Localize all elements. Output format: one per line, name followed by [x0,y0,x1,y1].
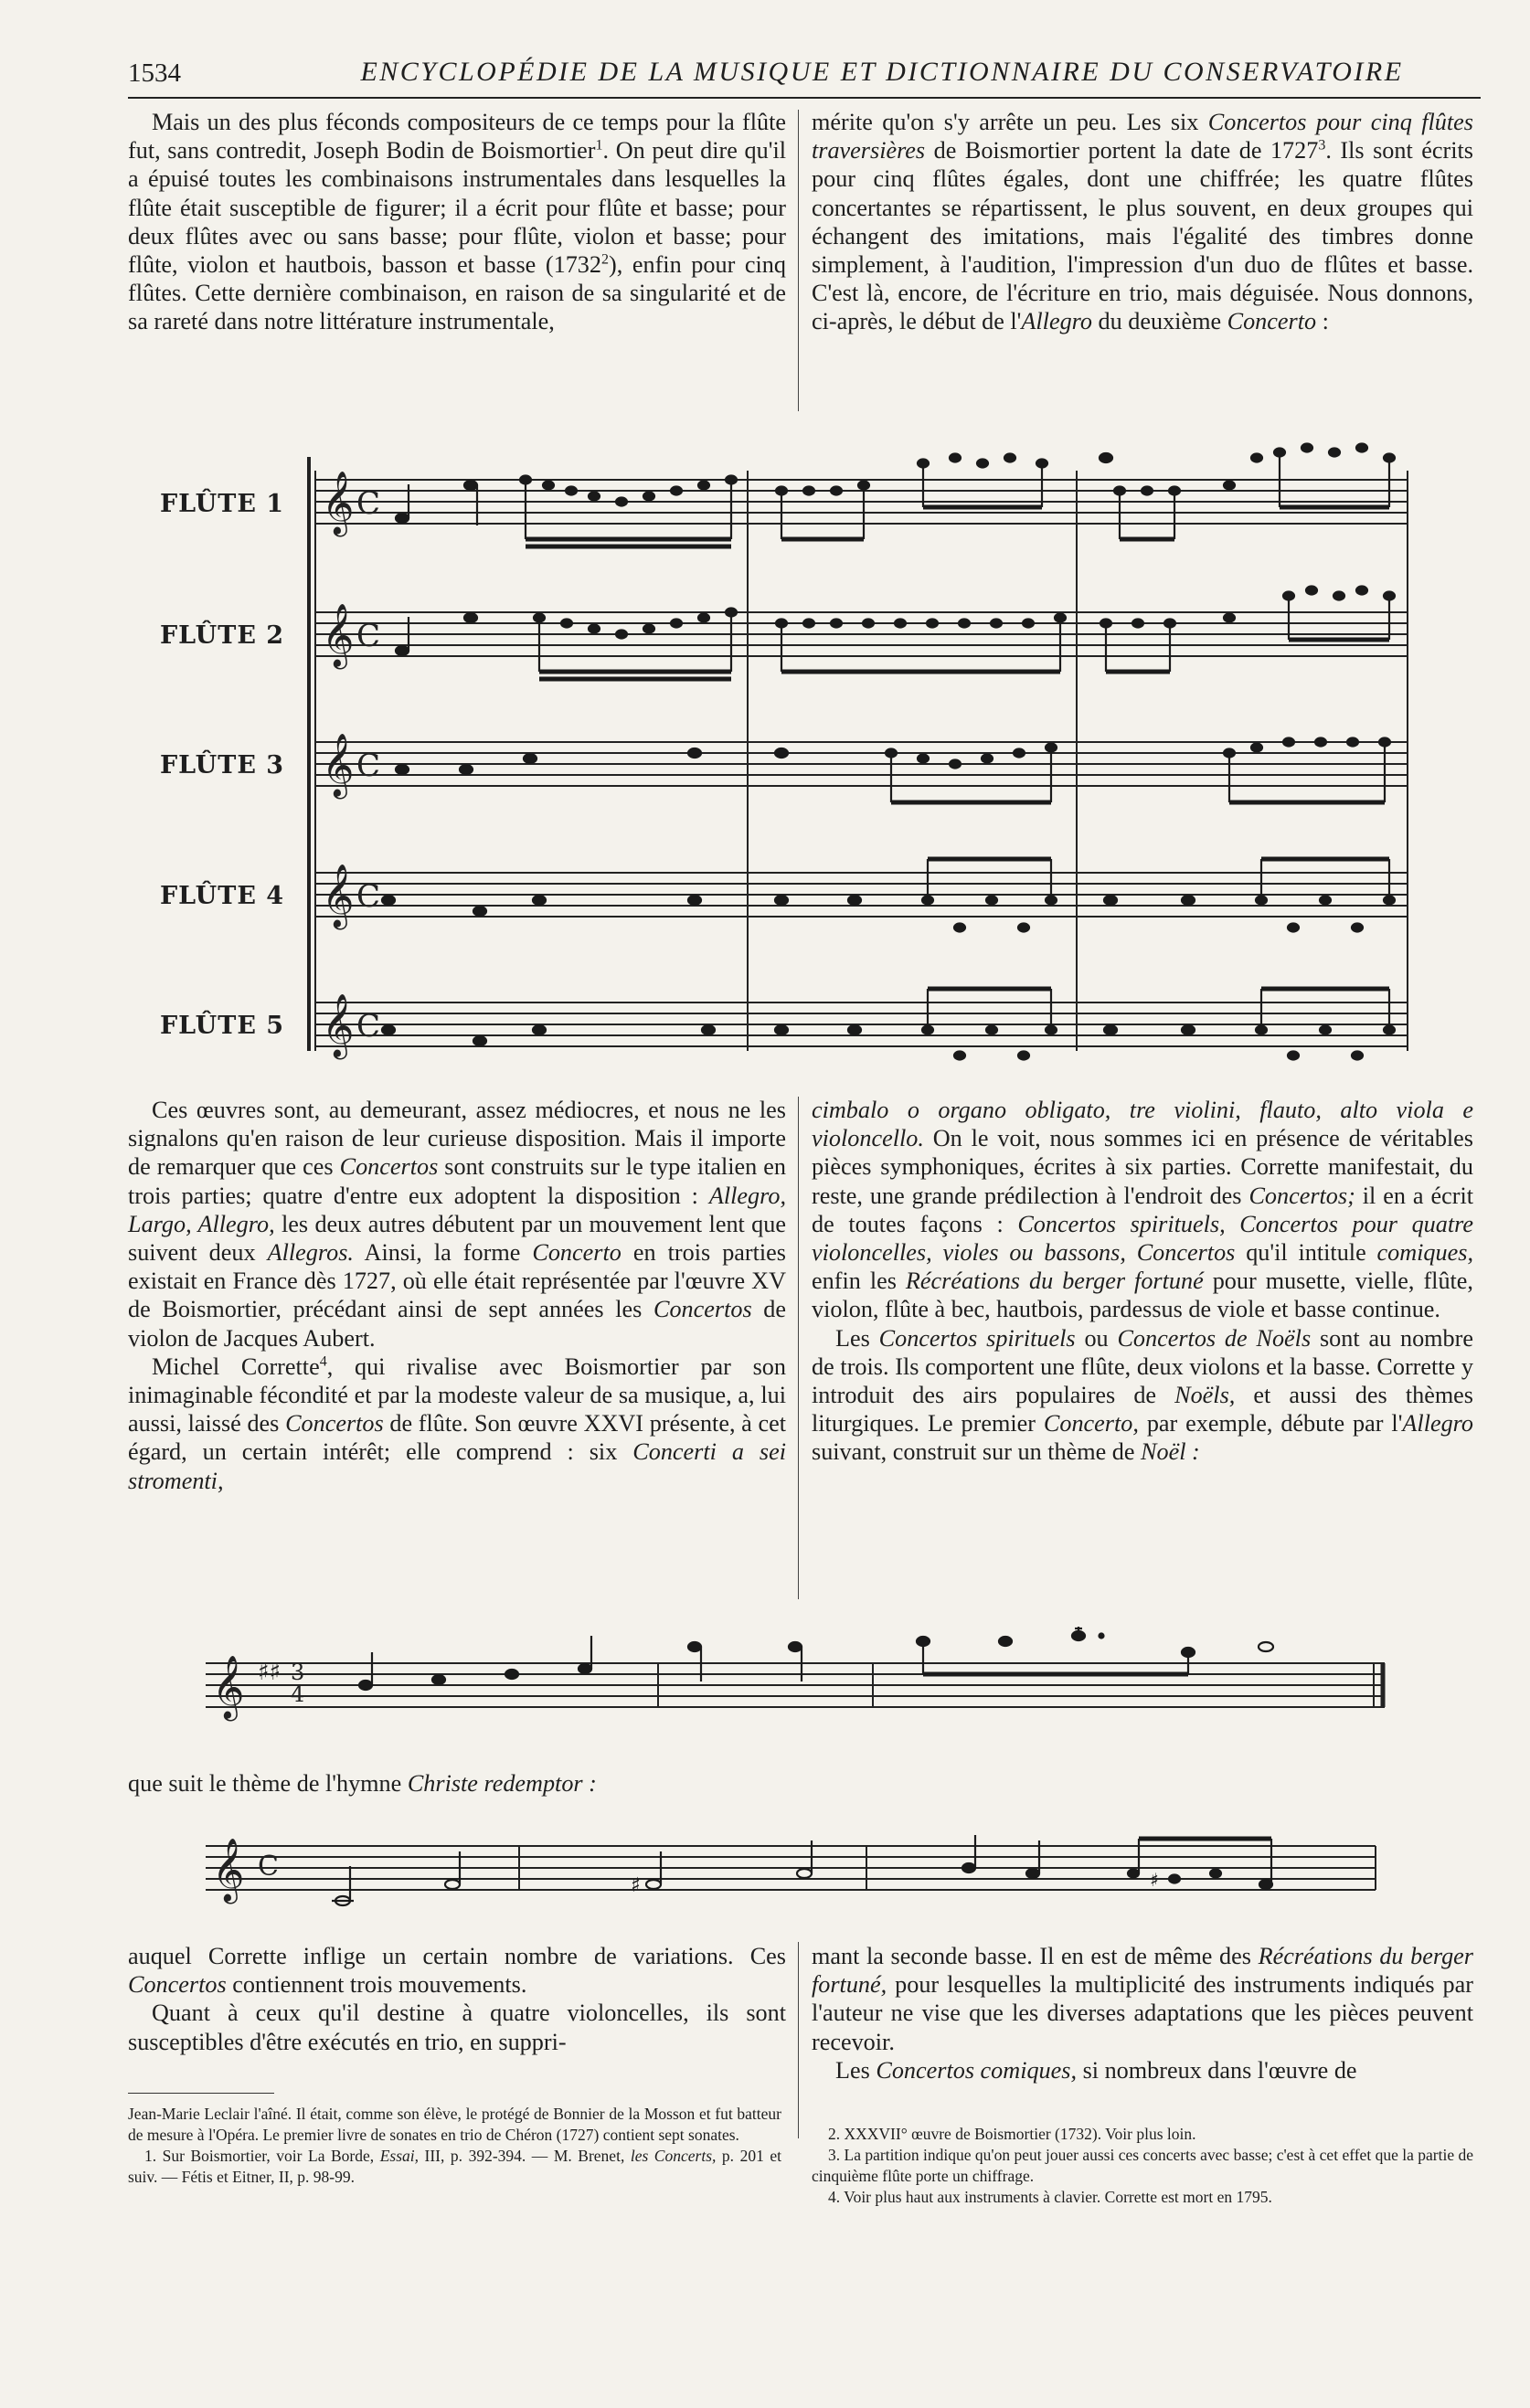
paragraph: Les Concertos spirituels ou Concertos de Noëls sont au nombre de trois. Ils comportent une flûte, deux violons et la basse. Corrette y introduit des airs populaires de Noëls, et aussi des thèmes liturgiques. Le premier Concerto, par exemple, débute par l'Allegro suivant, construit sur un thème de Noël : [812,1324,1473,1466]
svg-text:C: C [356,1008,381,1045]
footnote-ref: 1 [595,137,603,154]
paragraph: Mais un des plus féconds compositeurs de ce temps pour la flûte fut, sans contredit, Joseph Bodin de Boismortier$^1$. On peut dire qu'il a épuisé toutes les combinaisons instrumentales dans lesquelles la flûte était susceptible de figurer; il a écrit pour flûte et basse; pour deux flûtes avec ou sans basse; pour flûte, violon et basse; pour flûte, violon et hautbois, basson et basse (1732$^2$), enfin pour cinq flûtes. Cette dernière combinaison, en raison de sa singularité et de sa rareté dans notre littérature instrumentale, [128,109,787,335]
page-number: 1534 [128,58,181,88]
paragraph: cimbalo o organo obligato, tre violini, flauto, alto viola e violoncello. On le voit, nous sommes ici en présence de véritables pièces symphoniques, écrites à six parties. Corrette manifestait, du reste, une grande prédilection à l'endroit des Concertos; il en a écrit de toutes façons : Concertos spirituels, Concertos pour quatre violoncelles, violes ou bassons, Concertos qu'il intitule comiques, enfin les Récréations du berger fortuné pour musette, vielle, flûte, violon, flûte à bec, hautbois, pardessus de viole et basse continue. [812,1097,1474,1323]
paragraph: Quant à ceux qu'il destine à quatre violoncelles, ils sont susceptibles d'être exécutés en trio, en suppri- [128,2000,786,2055]
svg-text:4: 4 [291,1681,305,1707]
footnote: 4. Voir plus haut aux instruments à clavier. Corrette est mort en 1795. [828,2188,1272,2206]
footnote-ref: 4 [319,1353,327,1370]
footnotes-left [128,2104,781,2188]
paragraph: Michel Corrette$^4$, qui rivalise avec Boismortier par son inimaginable fécondité et par la modeste valeur de sa musique, a, lui aussi, laissé des Concertos de flûte. Son œuvre XXVI présente, à cet égard, un certain intérêt; elle comprend : six Concerti a sei stromenti, [128,1353,787,1494]
svg-text:♯♯: ♯♯ [258,1659,282,1686]
score-christe-redemptor [0,1819,1530,1928]
svg-text:C: C [356,618,381,654]
paragraph: auquel Corrette inflige un certain nombre de variations. Ces Concertos contiennent trois mouvements. [128,1943,786,1999]
instrument-label: FLÛTE 2 [160,621,285,650]
staff-3 [315,742,1408,786]
column-divider [798,1097,799,1599]
instrument-label: FLÛTE 4 [160,882,285,910]
transition-line: que suit le thème de l'hymne Christe redemptor : [128,1770,597,1797]
instrument-label: FLÛTE 5 [160,1012,285,1040]
footnote-rule [128,2093,274,2094]
treble-clef-icon: 𝄞 [322,733,355,797]
instrument-label: FLÛTE 1 [160,490,285,518]
footnote-ref: 3 [1318,137,1326,154]
score-five-flutes [0,0,1530,1097]
paragraph: mant la seconde basse. Il en est de même des Récréations du berger fortuné, pour lesquelles la multiplicité des instruments indiqués par l'auteur ne vise que les diverses adaptations que les pièces peuvent recevoir. [812,1943,1473,2055]
treble-clef-icon: 𝄞 [322,471,355,535]
paragraph: mérite qu'on s'y arrête un peu. Les six Concertos pour cinq flûtes traversières de Boismortier portent la date de 1727$^3$. Ils sont écrits pour cinq flûtes égales, dont une chiffrée; les quatre flûtes concertantes se répartissent, le plus souvent, en deux groupes qui échangent des imitations, mais l'égalité des timbres donne simplement, à l'audition, l'impression d'un duo de flûtes et basse. C'est là, encore, de l'écriture en trio, mais déguisée. Nous donnons, ci-après, le début de l'Allegro du deuxième Concerto : [812,109,1473,335]
column-left-bottom [128,1942,786,2056]
footnote: 1. Sur Boismortier, voir La Borde, Essai, III, p. 392-394. — M. Brenet, les Concerts, p. 201 et suiv. — Fétis et Eitner, II, p. 98-99. [128,2147,781,2186]
column-right-middle [812,1096,1473,1467]
footnote: 3. La partition indique qu'on peut jouer aussi ces concerts avec basse; c'est à cet effet que la partie de cinquième flûte porte un chiffrage. [812,2146,1473,2185]
svg-text:3: 3 [291,1660,305,1685]
svg-text:♯: ♯ [1150,1869,1159,1891]
footnote: Jean-Marie Leclair l'aîné. Il était, comme son élève, le protégé de Bonnier de la Mosson et fut batteur de mesure à l'Opéra. Le premier livre de sonates en trio de Chéron (1727) contient sept sonates. [128,2105,781,2144]
svg-text:C: C [356,485,381,522]
treble-clef-icon: 𝄞 [322,993,355,1057]
column-divider [798,1942,799,2138]
column-left-middle [128,1096,786,1495]
treble-clef-icon: 𝄞 [322,864,355,928]
treble-clef-icon: 𝄞 [322,603,355,667]
footnotes-right [812,2124,1473,2208]
score-noel-theme [0,1627,1530,1755]
svg-text:C: C [258,1851,279,1883]
staff-2 [315,612,1408,656]
treble-clef-icon: 𝄞 [212,1838,245,1902]
footnote-ref: 2 [600,251,609,268]
treble-clef-icon: 𝄞 [212,1655,245,1719]
paragraph: Ces œuvres sont, au demeurant, assez médiocres, et nous ne les signalons qu'en raison de leur curieuse disposition. Mais il importe de remarquer que ces Concertos sont construits sur le type italien en trois parties; quatre d'entre eux adoptent la disposition : Allegro, Largo, Allegro, les deux autres débutent par un mouvement lent que suivent deux Allegros. Ainsi, la forme Concerto en trois parties existait en France dès 1727, où elle était représentée par l'œuvre XV de Boismortier, précédant ainsi de sept années les Concertos de violon de Jacques Aubert. [128,1097,787,1352]
svg-text:♯: ♯ [631,1874,641,1897]
paragraph: Les Concertos comiques, si nombreux dans l'œuvre de [835,2056,1357,2084]
svg-text:C: C [356,748,381,784]
footnote: 2. XXXVII° œuvre de Boismortier (1732). Voir plus loin. [828,2125,1196,2143]
svg-text:C: C [356,878,381,915]
running-title: ENCYCLOPÉDIE DE LA MUSIQUE ET DICTIONNAIRE DU CONSERVATOIRE [360,57,1404,87]
instrument-label: FLÛTE 3 [160,751,285,780]
column-right-bottom [812,1942,1473,2084]
